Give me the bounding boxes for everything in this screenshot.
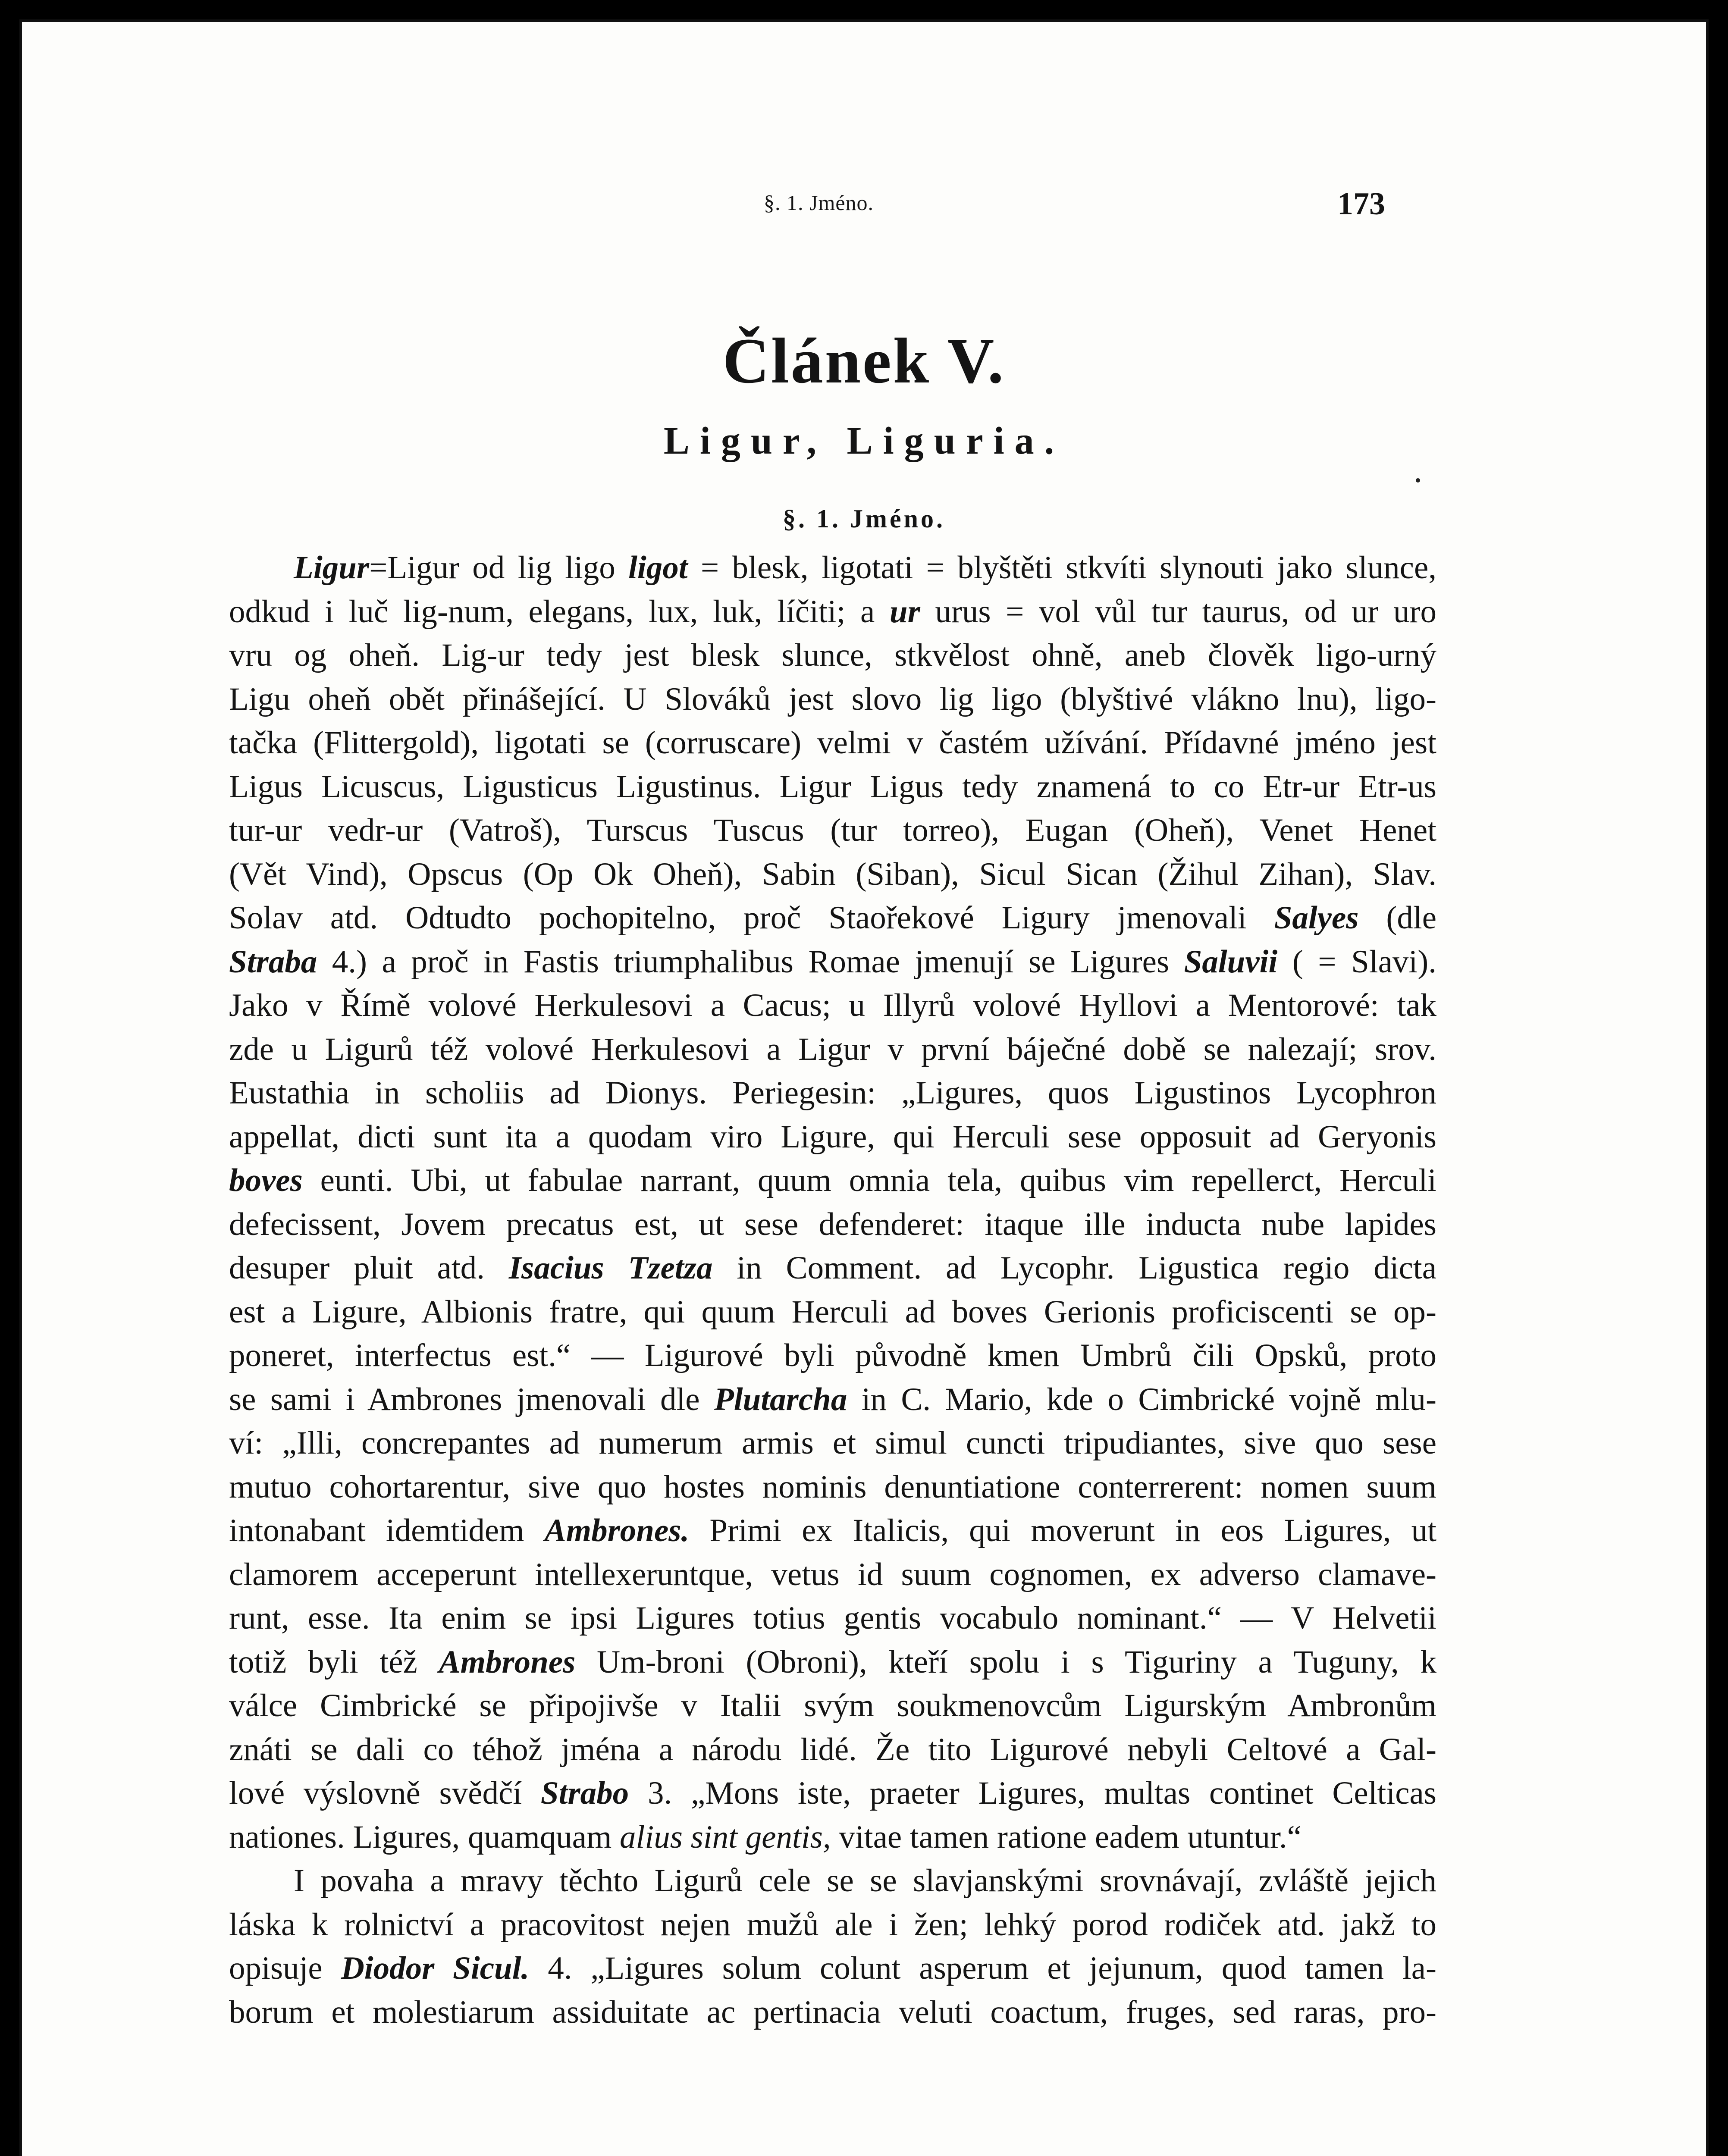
text-line: (Vět Vind), Opscus (Op Ok Oheň), Sabin (Siban), Sicul Sican (Žihul Zihan), Slav. bbox=[229, 856, 1436, 892]
text-line: I povaha a mravy těchto Ligurů cele se se slavjanskými srovnávají, zvláště jejich bbox=[294, 1863, 1436, 1899]
text-line: lové výslovně svědčí Strabo 3. „Mons iste, praeter Ligures, multas continet Celticas bbox=[229, 1775, 1436, 1811]
text-line: válce Cimbrické se připojivše v Italii svým soukmenovcům Ligurským Ambronům bbox=[229, 1688, 1436, 1724]
text-line: est a Ligure, Albionis fratre, qui quum Herculi ad boves Gerionis proficiscenti se op- bbox=[229, 1294, 1436, 1330]
paragraph-1 bbox=[229, 546, 1436, 1859]
text-line: totiž byli též Ambrones Um-broni (Obroni), kteří spolu i s Tiguriny a Tuguny, k bbox=[229, 1644, 1436, 1680]
text-line: Ligur=Ligur od lig ligo ligot = blesk, ligotati = blyštěti stkvíti slynouti jako slunce, bbox=[294, 550, 1436, 586]
body-text bbox=[229, 546, 1436, 2034]
text-line: defecissent, Jovem precatus est, ut sese defenderet: itaque ille inducta nube lapides bbox=[229, 1206, 1436, 1242]
book-page bbox=[19, 19, 1709, 2156]
text-line: borum et molestiarum assiduitate ac pertinacia veluti coactum, fruges, sed raras, pro- bbox=[229, 1994, 1436, 2030]
running-title: §. 1. Jméno. bbox=[764, 191, 874, 215]
text-line: desuper pluit atd. Isacius Tzetza in Comment. ad Lycophr. Ligustica regio dicta bbox=[229, 1250, 1436, 1286]
text-line: odkud i luč lig-num, elegans, lux, luk, líčiti; a ur urus = vol vůl tur taurus, od ur uro bbox=[229, 593, 1436, 630]
text-line: runt, esse. Ita enim se ipsi Ligures totius gentis vocabulo nominant.“ — V Helvetii bbox=[229, 1600, 1436, 1636]
text-line: Solav atd. Odtudto pochopitelno, proč Staořekové Ligury jmenovali Salyes (dle bbox=[229, 900, 1436, 936]
ink-dot bbox=[1416, 478, 1420, 483]
text-line: Ligu oheň obět přinášející. U Slováků jest slovo lig ligo (blyštivé vlákno lnu), ligo- bbox=[229, 681, 1436, 717]
text-line: Jako v Římě volové Herkulesovi a Cacus; u Illyrů volové Hyllovi a Mentorové: tak bbox=[229, 987, 1436, 1023]
text-line: tačka (Flittergold), ligotati se (corruscare) velmi v častém užívání. Přídavné jméno jest bbox=[229, 725, 1436, 761]
text-line: appellat, dicti sunt ita a quodam viro Ligure, qui Herculi sese opposuit ad Geryonis bbox=[229, 1119, 1436, 1155]
text-line: nationes. Ligures, quamquam alius sint gentis, vitae tamen ratione eadem utuntur.“ bbox=[229, 1819, 1301, 1855]
text-line: poneret, interfectus est.“ — Ligurové byli původně kmen Umbrů čili Opsků, proto bbox=[229, 1338, 1436, 1373]
text-line: clamorem acceperunt intellexeruntque, vetus id suum cognomen, ex adverso clamave- bbox=[229, 1556, 1436, 1592]
text-line: Ligus Licuscus, Ligusticus Ligustinus. Ligur Ligus tedy znamená to co Etr-ur Etr-us bbox=[229, 768, 1436, 805]
text-line: vru og oheň. Lig-ur tedy jest blesk slunce, stkvělost ohně, aneb člověk ligo-urný bbox=[229, 637, 1436, 673]
text-line: opisuje Diodor Sicul. 4. „Ligures solum colunt asperum et jejunum, quod tamen la- bbox=[229, 1950, 1436, 1986]
text-line: boves eunti. Ubi, ut fabulae narrant, quum omnia tela, quibus vim repellerct, Herculi bbox=[229, 1163, 1436, 1198]
text-line: Eustathia in scholiis ad Dionys. Periegesin: „Ligures, quos Ligustinos Lycophron bbox=[229, 1075, 1436, 1111]
text-line: Straba 4.) a proč in Fastis triumphalibus Romae jmenují se Ligures Saluvii ( = Slavi). bbox=[229, 943, 1436, 980]
text-line: mutuo cohortarentur, sive quo hostes nominis denuntiatione conterrerent: nomen suum bbox=[229, 1469, 1436, 1505]
section-heading: §. 1. Jméno. bbox=[783, 505, 945, 533]
page-number: 173 bbox=[1337, 186, 1385, 222]
paragraph-2 bbox=[229, 1859, 1436, 2034]
text-line: ví: „Illi, concrepantes ad numerum armis et simul cuncti tripudiantes, sive quo sese bbox=[229, 1425, 1436, 1461]
chapter-subtitle: Ligur, Liguria. bbox=[663, 420, 1065, 462]
chapter-title: Článek V. bbox=[722, 325, 1006, 397]
text-line: zde u Ligurů též volové Herkulesovi a Ligur v první báječné době se nalezají; srov. bbox=[229, 1031, 1436, 1067]
text-line: intonabant idemtidem Ambrones. Primi ex Italicis, qui moverunt in eos Ligures, ut bbox=[229, 1513, 1436, 1548]
text-line: tur-ur vedr-ur (Vatroš), Turscus Tuscus (tur torreo), Eugan (Oheň), Venet Henet bbox=[229, 812, 1436, 848]
running-head bbox=[22, 186, 1706, 225]
text-line: láska k rolnictví a pracovitost nejen mužů ale i žen; lehký porod rodiček atd. jakž to bbox=[229, 1906, 1436, 1943]
text-line: znáti se dali co téhož jména a národu lidé. Že tito Ligurové nebyli Celtové a Gal- bbox=[229, 1731, 1436, 1767]
text-line: se sami i Ambrones jmenovali dle Plutarcha in C. Mario, kde o Cimbrické vojně mlu- bbox=[229, 1381, 1436, 1417]
